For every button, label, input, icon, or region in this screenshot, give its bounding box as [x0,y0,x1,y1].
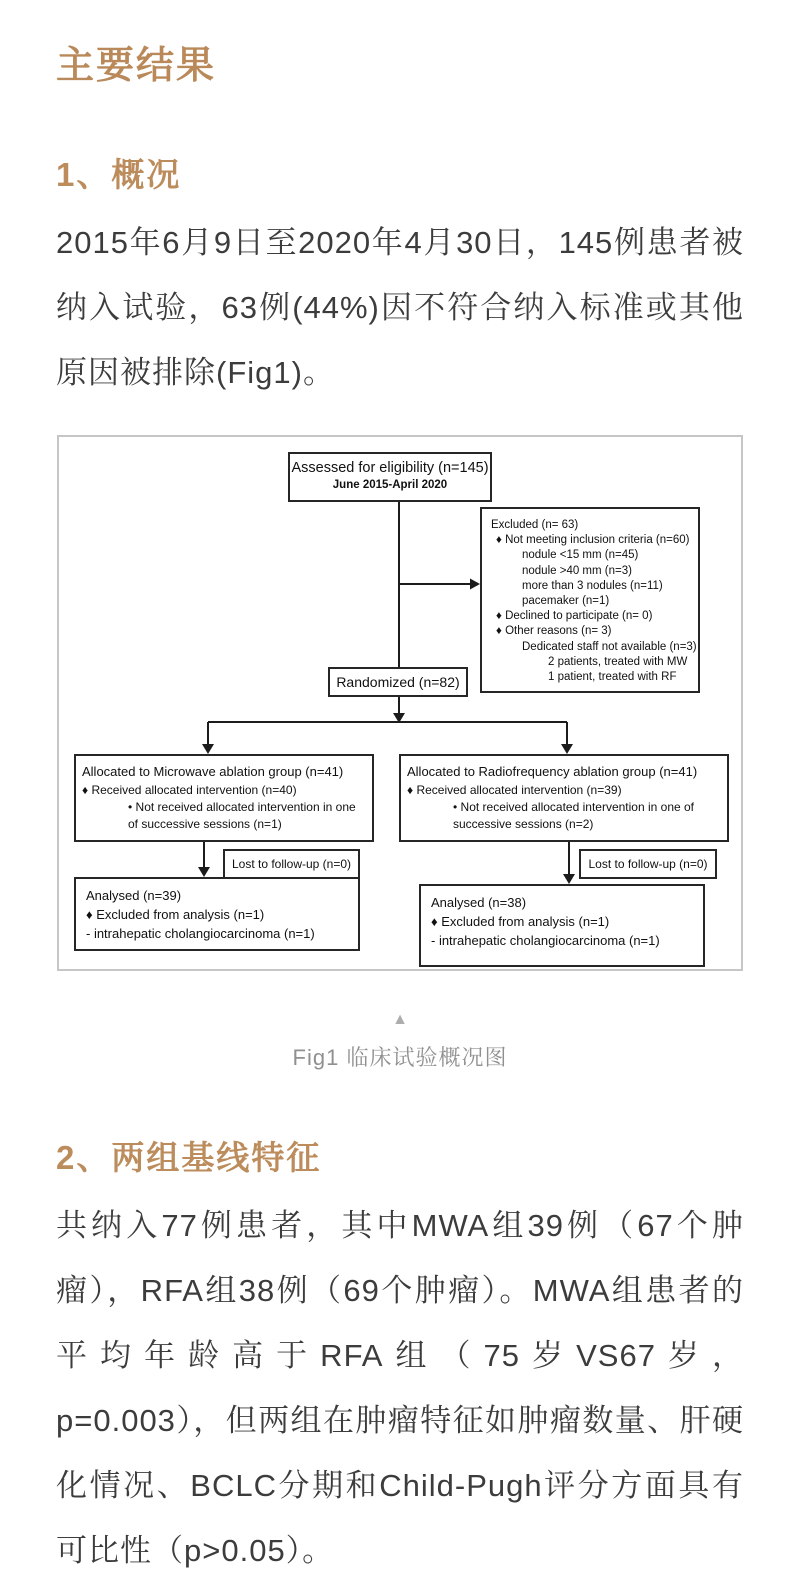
analysed-rfa-box [419,884,705,967]
page-title: 主要结果 [56,42,217,87]
excluded-line: ♦ Other reasons (n= 3) [496,625,612,638]
excluded-line: Excluded (n= 63) [491,519,579,531]
consort-flow-diagram [57,435,743,971]
allocated-mwa-title: Allocated to Microwave ablation group (n=41) [82,764,344,779]
analysed-mwa-line: ♦ Excluded from analysis (n=1) [86,907,265,922]
analysed-mwa-line: Analysed (n=39) [86,888,182,903]
allocated-mwa-bullet: • Not received allocated intervention in one of successive sessions (n=1) [128,800,356,831]
excluded-line: Dedicated staff not available (n=3) [522,640,697,653]
excluded-line: 2 patients, treated with MW [548,655,688,668]
lost-followup-mwa-box: Lost to follow-up (n=0) [223,849,360,879]
section-1-paragraph: 2015年6月9日至2020年4月30日，145例患者被纳入试验，63例(44%)因不符合纳入标准或其他原因被排除(Fig1)。 [56,225,744,390]
allocated-rfa-box [399,754,729,842]
allocated-mwa-bullet: ♦ Received allocated intervention (n=40) [82,783,297,797]
allocated-mwa-box [74,754,374,842]
section-2-heading: 2、两组基线特征 [56,1139,322,1176]
collapse-arrow-icon[interactable]: ▲ [392,1011,408,1028]
analysed-mwa-line: - intrahepatic cholangiocarcinoma (n=1) [86,926,315,941]
analysed-rfa-line: - intrahepatic cholangiocarcinoma (n=1) [431,933,660,948]
allocated-rfa-bullet: • Not received allocated intervention in one of successive sessions (n=2) [453,800,695,831]
excluded-line: nodule <15 mm (n=45) [522,549,639,562]
excluded-line: nodule >40 mm (n=3) [522,564,632,577]
excluded-line: 1 patient, treated with RF [548,671,677,684]
section-2-paragraph: 共纳入77例患者，其中MWA组39例（67个肿瘤），RFA组38例（69个肿瘤）。MWA组患者的平均年龄高于RFA组（75岁VS67岁，p=0.003），但两组在肿瘤特征如肿瘤数量、肝硬化情况、BCLC分期和Child-Pugh评分方面具有可比性（p>0.05）。 [56,1208,744,1568]
allocated-rfa-title: Allocated to Radiofrequency ablation group (n=41) [407,764,698,779]
assessed-title: Assessed for eligibility (n=145) [291,460,489,476]
assessed-subtitle: June 2015-April 2020 [332,479,448,491]
excluded-line: ♦ Not meeting inclusion criteria (n=60) [496,534,690,547]
excluded-line: ♦ Declined to participate (n= 0) [496,610,653,623]
excluded-line: more than 3 nodules (n=11) [522,579,663,592]
randomized-box: Randomized (n=82) [328,667,468,697]
allocated-rfa-bullet: ♦ Received allocated intervention (n=39) [407,783,622,797]
analysed-rfa-line: Analysed (n=38) [431,895,527,910]
analysed-mwa-box [74,877,360,951]
figure-caption: Fig1 临床试验概况图 [292,1045,508,1070]
excluded-line: pacemaker (n=1) [522,595,610,608]
assessed-box [288,452,492,502]
lost-followup-rfa-box: Lost to follow-up (n=0) [579,849,717,879]
analysed-rfa-line: ♦ Excluded from analysis (n=1) [431,914,610,929]
section-1-heading: 1、概况 [56,156,182,193]
excluded-box [480,507,700,693]
